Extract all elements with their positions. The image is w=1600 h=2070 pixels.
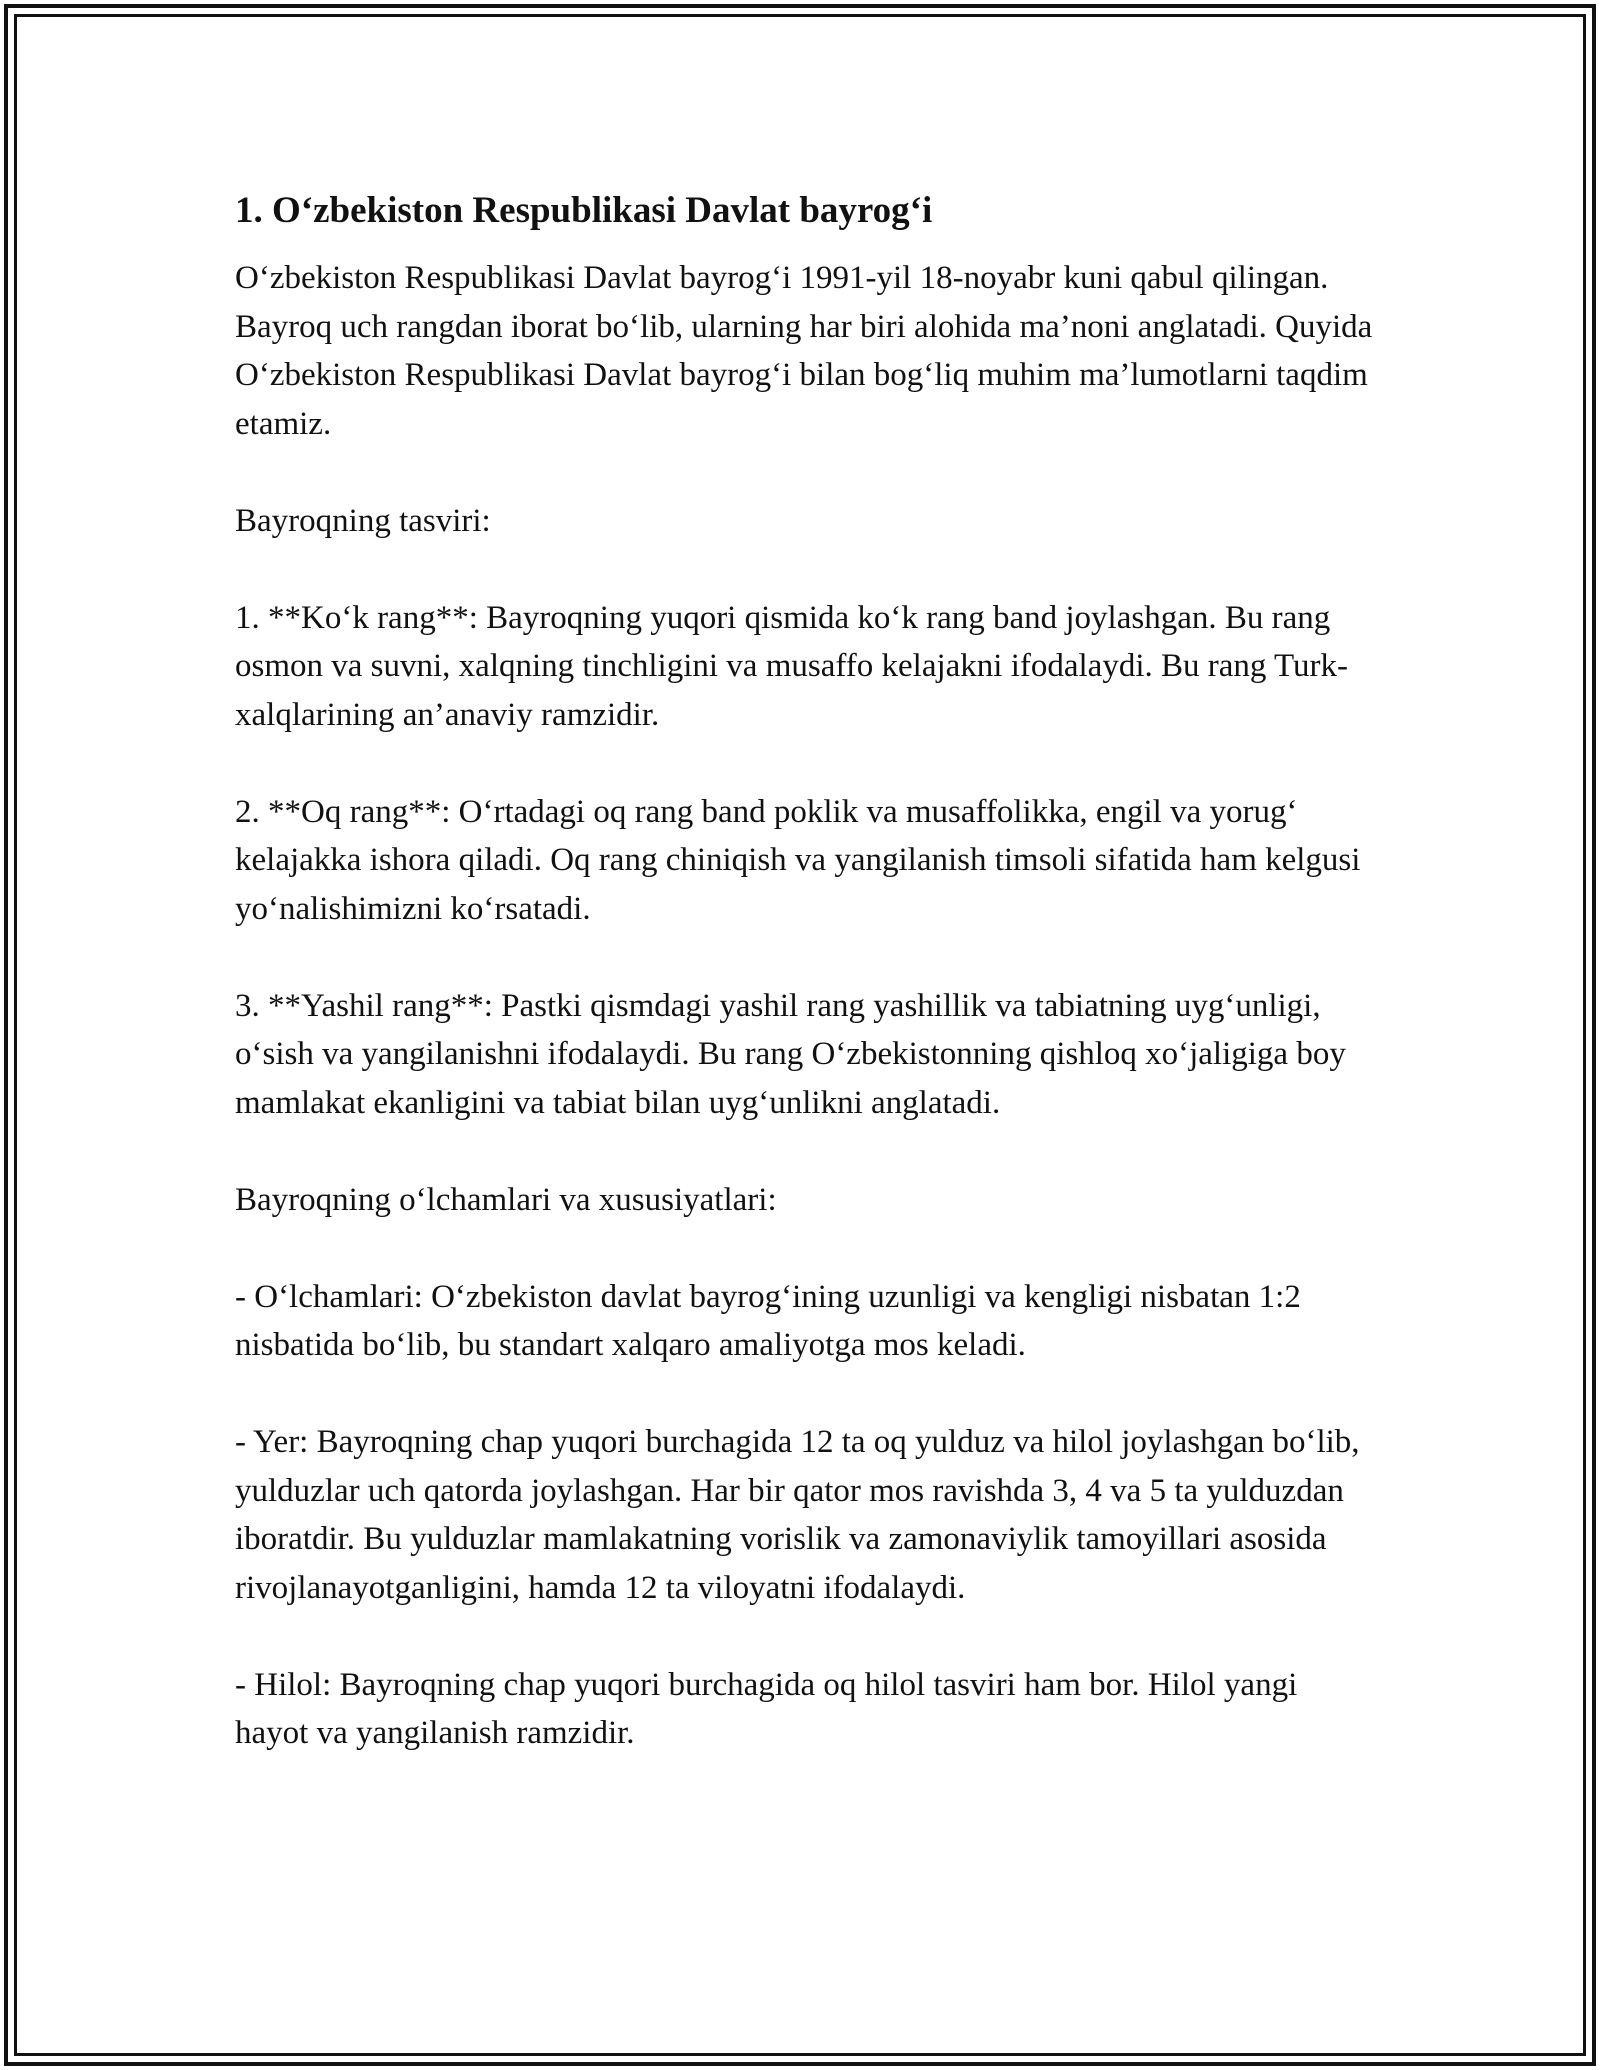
paragraph-stars: - Yer: Bayroqning chap yuqori burchagida 12 ta oq yulduz va hilol joylashgan bo‘lib, yulduzlar uch qatorda joylashgan. Har bir qator mos ravishda 3, 4 va 5 ta yulduzdan iboratdir. Bu yulduzlar mamlakatning vorislik va zamonaviylik tamoyillari asosida rivojlanayotganligini, hamda 12 ta viloyatni ifodalaydi. [235,1424,1360,1606]
paragraph-intro: O‘zbekiston Respublikasi Davlat bayrog‘i 1991-yil 18-noyabr kuni qabul qilingan. Bayroq uch rangdan iborat bo‘lib, ularning har biri alohida ma’noni anglatadi. Quyida O‘zbekiston Respublikasi Davlat bayrog‘i bilan bog‘liq muhim ma’lumotlarni taqdim etamiz. [235,260,1373,442]
paragraph-crescent: - Hilol: Bayroqning chap yuqori burchagida oq hilol tasviri ham bor. Hilol yangi hayot va yangilanish ramzidir. [235,1666,1298,1751]
document-body [235,186,1375,1758]
paragraph-dimensions: - O‘lchamlari: O‘zbekiston davlat bayrog‘ining uzunligi va kengligi nisbatan 1:2 nisbatida bo‘lib, bu standart xalqaro amaliyotga mos keladi. [235,1278,1301,1363]
paragraph-dimensions-heading: Bayroqning o‘lchamlari va xususiyatlari: [235,1181,777,1218]
paragraph-green-color: 3. **Yashil rang**: Pastki qismdagi yashil rang yashillik va tabiatning uyg‘unligi, o‘sish va yangilanishni ifodalaydi. Bu rang O‘zbekistonning qishloq xo‘jaligiga boy mamlakat ekanligini va tabiat bilan uyg‘unlikni anglatadi. [235,987,1346,1121]
document-title: 1. O‘zbekiston Respublikasi Davlat bayrog‘i [235,190,933,231]
paragraph-blue-color: 1. **Ko‘k rang**: Bayroqning yuqori qismida ko‘k rang band joylashgan. Bu rang osmon va suvni, xalqning tinchligini va musaffo kelajakni ifodalaydi. Bu rang Turk-xalqlarining an’anaviy ramzidir. [235,599,1349,733]
paragraph-flag-description-heading: Bayroqning tasviri: [235,502,491,539]
paragraph-white-color: 2. **Oq rang**: O‘rtadagi oq rang band poklik va musaffolikka, engil va yorug‘ kelajakka ishora qiladi. Oq rang chiniqish va yangilanish timsoli sifatida ham kelgusi yo‘nalishimizni ko‘rsatadi. [235,793,1361,927]
